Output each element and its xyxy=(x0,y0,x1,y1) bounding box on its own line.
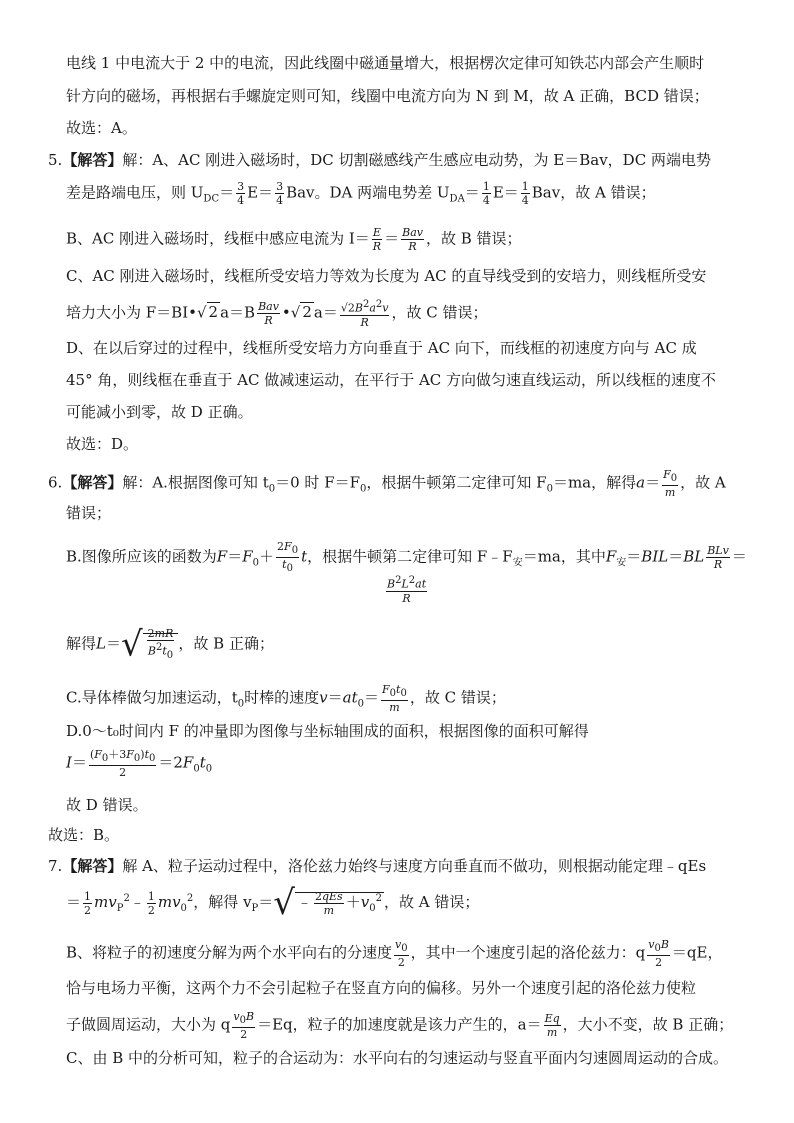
text-span: ＝ma，解得 xyxy=(552,473,637,492)
fraction: $\frac{1}{2}$ xyxy=(147,889,155,917)
text-line xyxy=(66,1010,733,1041)
text-span: Bav，故 A 错误； xyxy=(531,183,656,202)
text-line: B.图像所应该的函数为$F=F_0+$ $\frac{2F_0}{t_0}$ t，根据牛顿第二定律可知 $F﹣F_安=ma$，其中$F_安=BIL=BL$ $\frac{\text{BLv}}{R}$ ＝ xyxy=(66,540,747,575)
text-span: 解 A、粒子运动过程中，洛伦兹力始终与速度方向垂直而不做功，则根据动能定理﹣qEs xyxy=(122,857,707,875)
fraction: $\frac{3}{4}$ xyxy=(276,180,284,207)
question-6-header: 6.【解答】解：A.根据图像可知 $t_0=0$ 时 $F=F_0$，根据牛顿第二定律可知 $F_0=ma$，解得a＝ $\frac{F_0}{m}$ ，故 A xyxy=(48,468,726,500)
text-span: 解：A、AC 刚进入磁场时，DC 切割磁感线产生感应电动势，为 E＝Bav，DC 两端电势 xyxy=(122,151,711,169)
fraction: $\frac{E}{R}$ xyxy=(372,226,382,253)
text-span: ＝qE， xyxy=(671,943,723,962)
fraction: $\frac{3}{4}$ xyxy=(237,180,245,207)
text-line: 45° 角，则线框在垂直于 AC 做减速运动，在平行于 AC 方向做匀速直线运动，所以线框的速度不 xyxy=(66,371,717,389)
text-line: ＝ $\frac{1}{2}$ $mv_P^2﹣$ $\frac{1}{2}$ $mv_0^2$，解得 $v_P=√$ ﹣ $\frac{\text{2qEs}}{m}$ $+v_0^2$ ，故 A 错误； xyxy=(66,883,480,923)
text-span: ，故 A 错误； xyxy=(383,893,480,911)
text-span: ，大小不变，故 B 正确； xyxy=(562,1015,734,1034)
text-span: 解：A.根据图像可知 t xyxy=(122,473,269,492)
text-span: ＝ma，其中 xyxy=(522,547,606,566)
text-span: E＝ xyxy=(247,183,274,202)
text-line: D.0～t₀时间内 F 的冲量即为图像与坐标轴围成的面积，根据图像的面积可解得 xyxy=(66,722,589,740)
text-line: 解得L＝√ $\frac{2mR}{B^2t_0}$ ，故 B 正确； xyxy=(66,624,274,665)
text-line xyxy=(66,938,722,969)
question-number: 7. xyxy=(48,857,63,875)
text-line: 故 D 错误。 xyxy=(66,796,148,814)
text-span: 培力大小为 F＝BI• xyxy=(66,303,197,322)
fraction: $\frac{1}{2}$ xyxy=(84,889,92,917)
equation-line: I＝ $\frac{(F_0+3F_0)t_0}{2}$ $=2F_0t_0$ xyxy=(66,748,213,780)
text-span: ，解得 v xyxy=(193,893,252,911)
text-line: B、AC 刚进入磁场时，线框中感应电流为 I＝ $\frac{E}{R}$ ＝ $\frac{\text{Bav}}{R}$ ，故 B 错误； xyxy=(66,226,522,253)
text-span: B.图像所应该的函数为 xyxy=(66,547,217,566)
fraction: $\frac{\text{2qEs}}{m}$ xyxy=(314,889,343,917)
text-line: C、由 B 中的分析可知，粒子的合运动为：水平向右的匀速运动与竖直平面内匀速圆周运动的合成。 xyxy=(66,1049,729,1067)
text-span: 解得 xyxy=(66,634,97,653)
text-span: Bav。DA 两端电势差 U xyxy=(286,183,450,202)
text-line: C.导体棒做匀加速运动，$t_0$时棒的速度$v=at_0=$ $\frac{F_0t_0}{m}$ ，故 C 错误； xyxy=(66,683,506,715)
text-line: 针方向的磁场，再根据右手螺旋定则可知，线圈中电流方向为 N 到 M，故 A 正确，BCD 错误； xyxy=(66,87,709,105)
question-number: 5. xyxy=(48,151,63,169)
equation-fraction xyxy=(384,574,429,605)
fraction: $\frac{2mR}{B^2t_0}$ xyxy=(147,627,174,661)
text-span: ＝0 时 F＝F xyxy=(275,473,361,492)
text-line: 故选：A。 xyxy=(66,119,137,137)
text-span: ，故 B 错误； xyxy=(425,229,522,248)
text-span: ，其中一个速度引起的洛伦兹力：q xyxy=(410,943,646,962)
text-span: ＝Eq，粒子的加速度就是该力产生的，a＝ xyxy=(257,1015,542,1034)
answer-tag: 【解答】 xyxy=(62,857,123,875)
fraction: $\frac{\text{BLv}}{R}$ xyxy=(707,544,729,572)
fraction: $\frac{\text{Bav}}{R}$ xyxy=(402,226,423,253)
fraction: $\frac{√2B^2a^2v}{R}$ xyxy=(340,299,389,329)
text-line: D、在以后穿过的过程中，线框所受安培力方向垂直于 AC 向下，而线框的初速度方向与 AC 成 xyxy=(66,339,697,357)
text-span: ，故 B 正确； xyxy=(178,634,274,653)
text-span: ，故 C 错误； xyxy=(391,303,488,322)
fraction: $\frac{F_0t_0}{m}$ xyxy=(382,683,407,715)
text-line: 错误； xyxy=(66,504,112,522)
text-span: 时棒的速度 xyxy=(244,688,320,707)
text-span: ，根据牛顿第二定律可知 F﹣F xyxy=(307,547,513,566)
text-span: ，根据牛顿第二定律可知 F xyxy=(366,473,547,492)
text-line: 可能减小到零，故 D 正确。 xyxy=(66,403,253,421)
answer-tag: 【解答】 xyxy=(62,151,123,169)
text-span: E＝ xyxy=(492,183,519,202)
fraction: $\frac{Eq}{m}$ xyxy=(544,1012,560,1040)
fraction: $\frac{1}{4}$ xyxy=(482,180,490,207)
fraction: $\frac{B^2L^2at}{R}$ xyxy=(387,575,427,605)
text-span: B、将粒子的初速度分解为两个水平向右的分速度 xyxy=(66,943,393,962)
question-number: 6. xyxy=(48,473,63,492)
text-span: C.导体棒做匀加速运动，t xyxy=(66,688,238,707)
text-line: 电线 1 中电流大于 2 中的电流，因此线圈中磁通量增大，根据楞次定律可知铁芯内部会产生顺时 xyxy=(66,54,705,72)
text-line: 故选：B。 xyxy=(48,826,120,844)
text-line: C、AC 刚进入磁场时，线框所受安培力等效为长度为 AC 的直导线受到的安培力，则线框所受安 xyxy=(66,267,707,285)
answer-tag: 【解答】 xyxy=(62,473,123,492)
fraction: $\frac{v_0}{2}$ xyxy=(395,938,408,970)
text-line: 故选：D。 xyxy=(66,435,139,453)
text-span: 子做圆周运动，大小为 q xyxy=(66,1015,231,1034)
fraction: $\frac{(F_0+3F_0)t_0}{2}$ xyxy=(89,748,156,780)
text-line: 恰与电场力平衡，这两个力不会引起粒子在竖直方向的偏移。另外一个速度引起的洛伦兹力使粒 xyxy=(66,979,697,997)
text-span: 差是路端电压，则 U xyxy=(66,183,204,202)
question-5-header xyxy=(48,150,711,170)
text-line: 差是路端电压，则 $U_{DC}=$ $\frac{3}{4}$ E＝ $\frac{3}{4}$ Bav。DA 两端电势差 $U_{DA}=$ $\frac{1}{4}$ E＝ $\frac{1}{4}$ Bav，故 A 错误； xyxy=(66,180,656,207)
fraction: $\frac{1}{4}$ xyxy=(521,180,529,207)
fraction: $\frac{\text{Bav}}{R}$ xyxy=(258,299,279,327)
text-span: B、AC 刚进入磁场时，线框中感应电流为 I＝ xyxy=(66,229,370,248)
text-line: 培力大小为 F＝BI•√ 2 a＝B $\frac{\text{Bav}}{R}$ •√ 2 a＝ $\frac{√2B^2a^2v}{R}$ ，故 C 错误； xyxy=(66,299,488,329)
question-7-header xyxy=(48,856,706,876)
text-span: ，故 A xyxy=(680,473,726,492)
text-span: ，故 C 错误； xyxy=(409,688,506,707)
fraction: $\frac{v_0B}{2}$ xyxy=(233,1010,255,1042)
fraction: $\frac{v_0B}{2}$ xyxy=(648,938,669,970)
fraction: $\frac{F_0}{m}$ xyxy=(663,468,678,500)
fraction: $\frac{2F_0}{t_0}$ xyxy=(277,540,299,575)
